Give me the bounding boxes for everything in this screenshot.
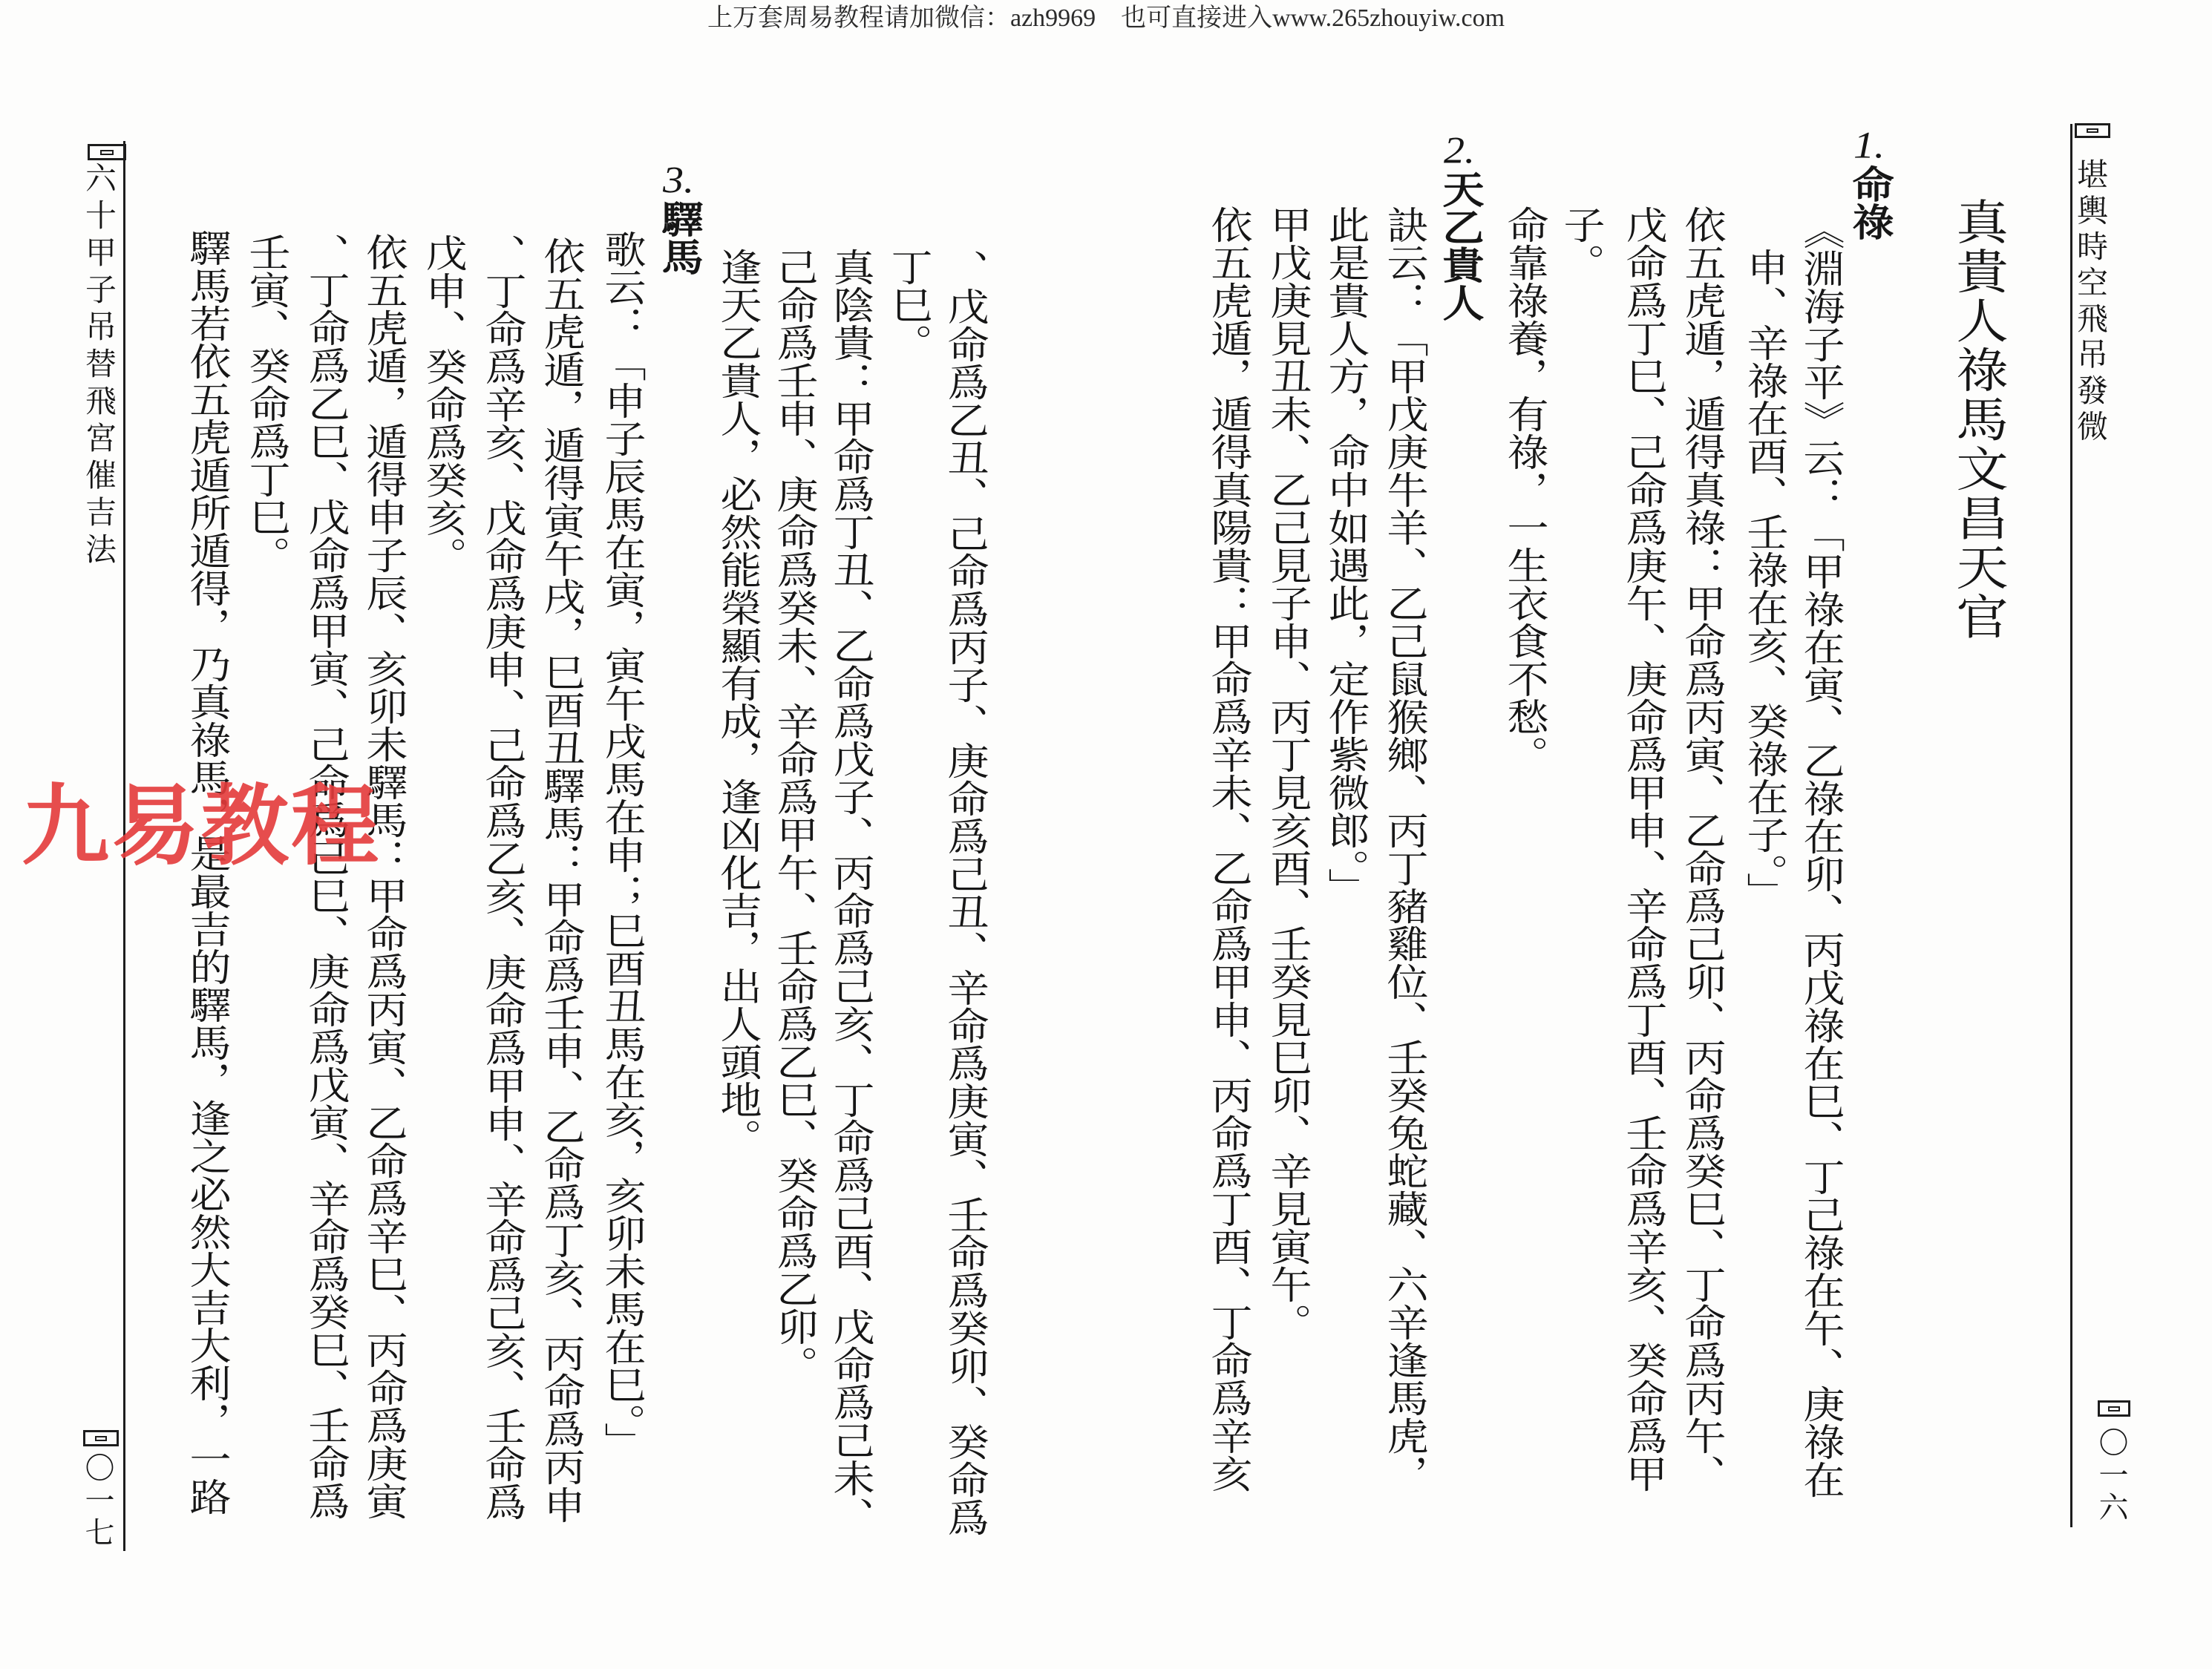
text-column: 依五虎遁，遁得寅午戌，巳酉丑驛馬：甲命爲壬申、乙命爲丁亥、丙命爲丙申 bbox=[536, 237, 584, 1524]
section-heading-2 bbox=[1435, 132, 1484, 321]
text-column: 依五虎遁，遁得真祿：甲命爲丙寅、乙命爲己卯、丙命爲癸巳、丁命爲丙午、 bbox=[1677, 206, 1725, 1492]
text-column: 依五虎遁，遁得真陽貴：甲命爲辛未、乙命爲甲申、丙命爲丁酉、丁命爲辛亥 bbox=[1203, 206, 1251, 1492]
watermark-logo: 九易教程 bbox=[22, 775, 382, 877]
text-column: 真陰貴：甲命爲丁丑、乙命爲戊子、丙命爲己亥、丁命爲己酉、戊命爲己未、 bbox=[825, 248, 874, 1535]
text-column: 丁巳。 bbox=[883, 248, 932, 361]
text-column: 壬寅、癸命爲丁巳。 bbox=[241, 233, 289, 574]
text-column: 己命爲壬申、庚命爲癸未、辛命爲甲午、壬命爲乙巳、癸命爲乙卯。 bbox=[769, 248, 817, 1383]
text-column: 命靠祿養，有祿，一生衣食不愁。 bbox=[1499, 206, 1548, 773]
header-ornament-icon bbox=[2075, 123, 2110, 138]
text-column: 、丁命爲乙巳、戊命爲甲寅、己命爲己巳、庚命爲戊寅、辛命爲癸巳、壬命爲 bbox=[301, 233, 349, 1520]
text-column: 驛馬若依五虎遁所遁得，乃真祿馬，是最吉的驛馬，逢之必然大吉大利，一路 bbox=[182, 229, 230, 1515]
text-column: 子。 bbox=[1556, 206, 1604, 281]
running-head: 六十甲子吊替飛宮催吉法 bbox=[81, 162, 117, 570]
text-column: 、戊命爲乙丑、己命爲丙子、庚命爲己丑、辛命爲庚寅、壬命爲癸卯、癸命爲 bbox=[940, 249, 988, 1536]
section-title: 驛馬 bbox=[654, 200, 703, 275]
section-number: 2. bbox=[1443, 132, 1476, 170]
text-column: 甲戊庚見丑未、乙己見子申、丙丁見亥酉、壬癸見巳卯、辛見寅午。 bbox=[1263, 206, 1311, 1341]
text-column: 訣云：「甲戊庚牛羊、乙己鼠猴鄉、丙丁豬雞位、壬癸兔蛇藏、六辛逢馬虎， bbox=[1379, 206, 1427, 1492]
chapter-title: 真貴人祿馬文昌天官 bbox=[1947, 197, 2008, 642]
text-column: 、丁命爲辛亥、戊命爲庚申、己命爲乙亥、庚命爲甲申、辛命爲己亥、壬命爲 bbox=[477, 234, 526, 1521]
text-column: 戊申、癸命爲癸亥。 bbox=[418, 234, 466, 574]
promo-banner: 上万套周易教程请加微信：azh9969 也可直接进入www.265zhouyiw.com bbox=[707, 4, 1505, 32]
footer-ornament-icon bbox=[2098, 1400, 2130, 1417]
section-title: 天乙貴人 bbox=[1435, 170, 1484, 321]
page-right bbox=[1106, 0, 2212, 1669]
text-column: 申、辛祿在酉、壬祿在亥、癸祿在子。」 bbox=[1739, 248, 1787, 911]
page-number: 〇一七 bbox=[80, 1452, 114, 1550]
text-column: 《淵海子平》云：「甲祿在寅、乙祿在卯、丙戊祿在巳、丁己祿在午、庚祿在 bbox=[1796, 212, 1844, 1498]
section-number: 1. bbox=[1853, 127, 1885, 165]
running-head: 堪輿時空飛吊發微 bbox=[2072, 158, 2109, 446]
text-column: 歌云：「申子辰馬在寅，寅午戌馬在申；巳酉丑馬在亥，亥卯未馬在巳。」 bbox=[597, 230, 645, 1460]
footer-ornament-icon bbox=[83, 1430, 119, 1446]
section-title: 命祿 bbox=[1845, 165, 1894, 240]
header-ornament-icon bbox=[88, 144, 126, 160]
text-column: 依五虎遁，遁得申子辰、亥卯未驛馬：甲命爲丙寅、乙命爲辛巳、丙命爲庚寅 bbox=[359, 233, 407, 1520]
text-column: 此是貴人方，命中如遇此，定作紫微郎。」 bbox=[1321, 206, 1369, 906]
section-number: 3. bbox=[662, 162, 695, 200]
page-number: 〇一六 bbox=[2094, 1427, 2128, 1524]
section-heading-1 bbox=[1845, 127, 1894, 240]
page-rule bbox=[2070, 124, 2072, 1527]
text-column: 戊命爲丁巳、己命爲庚午、庚命爲甲申、辛命爲丁酉、壬命爲辛亥、癸命爲甲 bbox=[1618, 206, 1666, 1492]
text-column: 逢天乙貴人，必然能榮顯有成，逢凶化吉，出人頭地。 bbox=[713, 248, 761, 1156]
section-heading-3 bbox=[654, 162, 703, 275]
